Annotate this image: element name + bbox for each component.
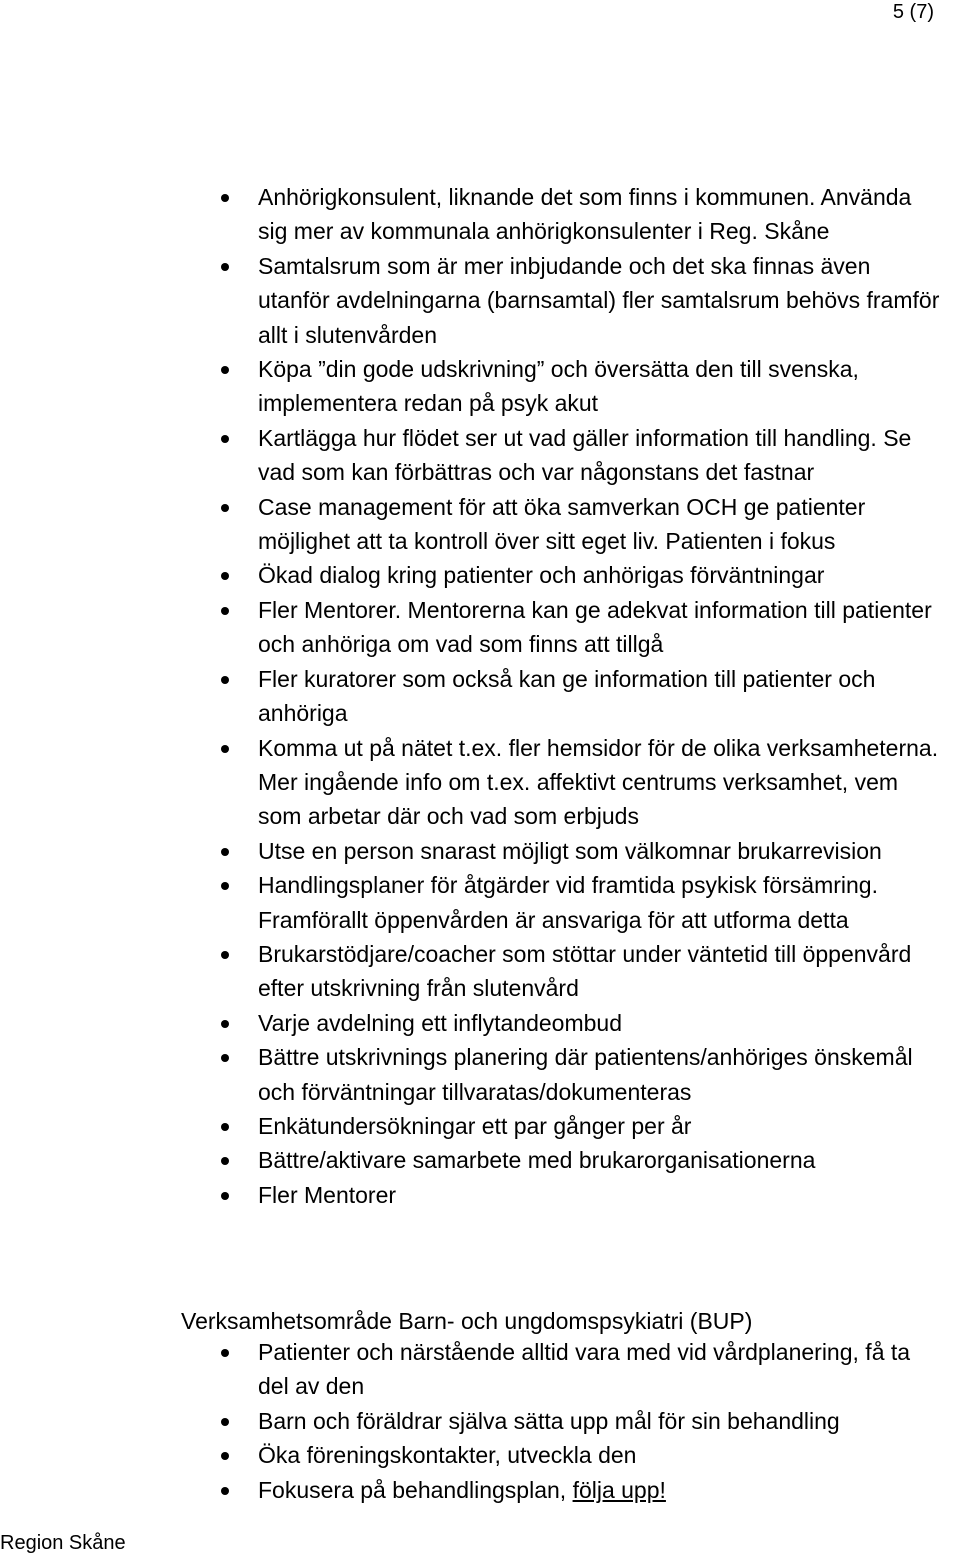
list-item: Handlingsplaner för åtgärder vid framtida psykisk försämring. Framförallt öppenvården är ansvariga för att utforma detta [0,868,960,937]
list-item: Öka föreningskontakter, utveckla den [0,1438,960,1472]
list-item: Komma ut på nätet t.ex. fler hemsidor för de olika verksamheterna. Mer ingående info om t.ex. affektivt centrums verksamhet, vem som arbetar där och vad som erbjuds [0,731,960,834]
list-item: Anhörigkonsulent, liknande det som finns i kommunen. Använda sig mer av kommunala anhörigkonsulenter i Reg. Skåne [0,180,960,249]
bup-section-heading: Verksamhetsområde Barn- och ungdomspsykiatri (BUP) [181,1308,753,1334]
footer-organization: Region Skåne [0,1532,126,1554]
list-item: Samtalsrum som är mer inbjudande och det ska finnas även utanför avdelningarna (barnsamtal) fler samtalsrum behövs framför allt i slutenvården [0,249,960,352]
follow-up-link[interactable]: följa upp! [572,1476,666,1503]
list-item: Fler kuratorer som också kan ge information till patienter och anhöriga [0,662,960,731]
follow-up-text: Fokusera på behandlingsplan, [258,1476,573,1503]
list-item: Bättre/aktivare samarbete med brukarorganisationerna [0,1143,960,1177]
list-item: Köpa ”din gode udskrivning” och översätta den till svenska, implementera redan på psyk akut [0,352,960,421]
list-item-follow-up [0,1473,960,1507]
list-item: Fler Mentorer. Mentorerna kan ge adekvat information till patienter och anhöriga om vad som finns att tillgå [0,593,960,662]
list-item: Kartlägga hur flödet ser ut vad gäller information till handling. Se vad som kan förbättras och var någonstans det fastnar [0,421,960,490]
list-item: Utse en person snarast möjligt som välkomnar brukarrevision [0,834,960,868]
page-number: 5 (7) [892,1,934,23]
list-item: Case management för att öka samverkan OCH ge patienter möjlighet att ta kontroll över sitt eget liv. Patienten i fokus [0,490,960,559]
bup-list [0,1335,960,1507]
list-item: Fler Mentorer [0,1178,960,1212]
list-item: Varje avdelning ett inflytandeombud [0,1006,960,1040]
list-item: Patienter och närstående alltid vara med vid vårdplanering, få ta del av den [0,1335,960,1404]
list-item: Ökad dialog kring patienter och anhörigas förväntningar [0,558,960,592]
recommendation-list [0,180,960,1212]
list-item: Brukarstödjare/coacher som stöttar under väntetid till öppenvård efter utskrivning från slutenvård [0,937,960,1006]
list-item: Barn och föräldrar själva sätta upp mål för sin behandling [0,1404,960,1438]
list-item: Bättre utskrivnings planering där patientens/anhöriges önskemål och förväntningar tillvaratas/dokumenteras [0,1040,960,1109]
list-item: Enkätundersökningar ett par gånger per år [0,1109,960,1143]
